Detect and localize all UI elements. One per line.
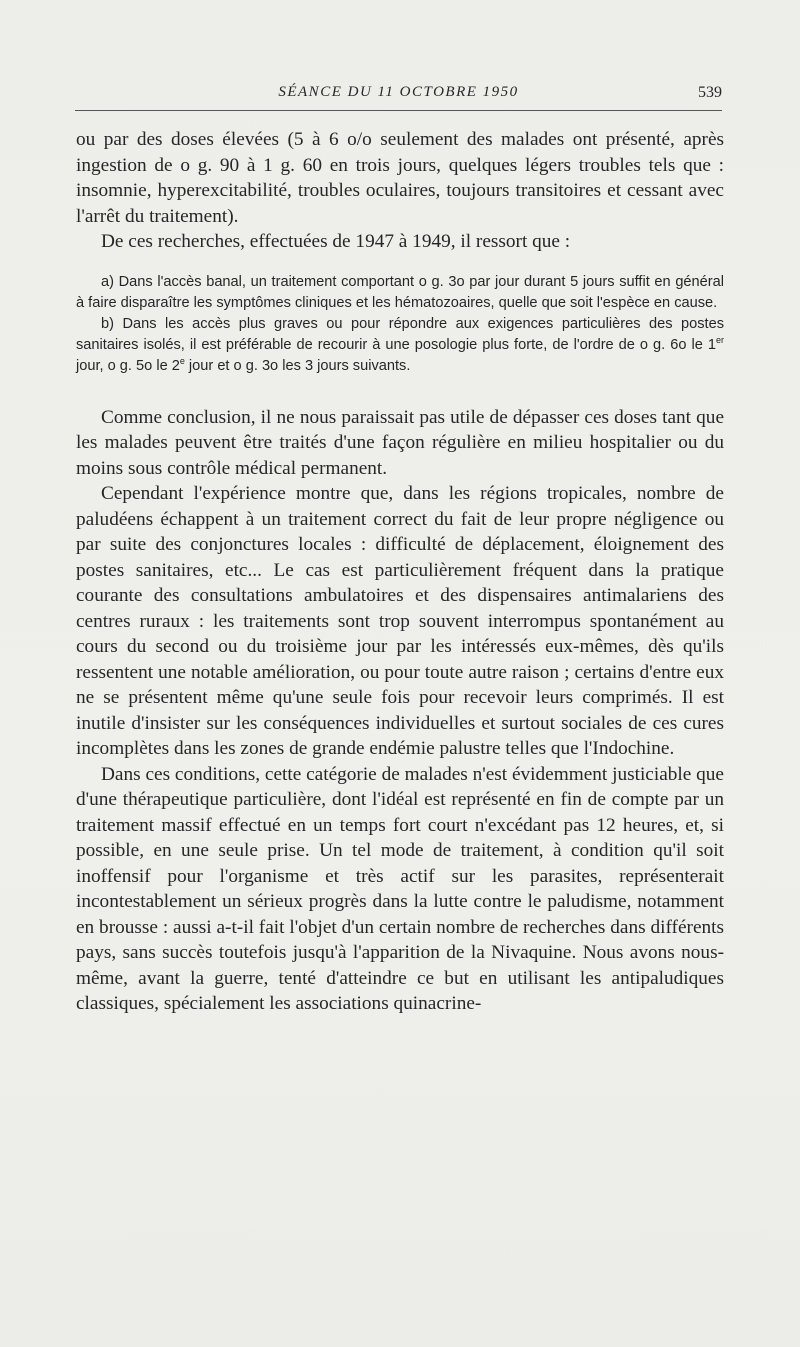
recommendation-b [76,314,724,377]
paragraph-conditions: Dans ces conditions, cette catégorie de malades n'est évidemment justiciable que d'une thérapeutique particulière, dont l'idéal est représenté en fin de compte par un traitement massif effectué en un temps fort court n'excédant pas 12 heures, et, si possible, en une seule prise. Un tel mode de traitement, à condition qu'il soit inoffensif pour l'organisme et très actif sur les parasites, représenterait incontestablement un sérieux progrès dans la lutte contre le paludisme, notamment en brousse : aussi a-t-il fait l'objet d'un certain nombre de recherches dans différents pays, sans succès toutefois jusqu'à l'apparition de la Nivaquine. Nous avons nous-même, avant la guerre, tenté d'atteindre ce but en utilisant les antipaludiques classiques, spécialement les associations quinacrine- [76,763,724,1014]
superscript-second: e [179,355,185,366]
dosage-recommendations [76,272,724,377]
paragraph-conclusion: Comme conclusion, il ne nous paraissait pas utile de dépasser ces doses tant que les malades peuvent être traités d'une façon régulière en milieu hospitalier ou du moins sous contrôle médical permanent. [76,406,724,479]
page-header [75,80,722,111]
paragraph-summary-intro: De ces recherches, effectuées de 1947 à 1949, il ressort que : [101,231,571,252]
recommendation-a: a) Dans l'accès banal, un traitement comportant o g. 3o par jour durant 5 jours suffit en général à faire disparaître les symptômes cliniques et les hématozoaires, quelle que soit l'espèce en cause. [76,273,724,311]
recommendation-b-part-1: b) Dans les accès plus graves ou pour répondre aux exigences particulières des postes sanitaires isolés, il est préférable de recourir à une posologie plus forte, de l'ordre de o g. 6o le 1 [76,315,724,353]
superscript-first: er [715,334,724,345]
running-title: SÉANCE DU 11 OCTOBRE 1950 [278,84,519,100]
section-gap [76,377,724,405]
paragraph-experience: Cependant l'expérience montre que, dans les régions tropicales, nombre de paludéens échappent à un traitement correct du fait de leur propre négligence ou par suite des conjonctures locales : difficulté de déplacement, éloignement des postes sanitaires, etc... Le cas est particulièrement fréquent dans la pratique courante des consultations ambulatoires et des dispensaires antimalariens des centres ruraux : les traitements sont trop souvent interrompus spontanément au cours du second ou du troisième jour par les intéressés eux-mêmes, dès qu'ils ressentent une notable amélioration, ou pour toute autre raison ; certains d'entre eux ne se présentent même qu'une seule fois pour recevoir leurs comprimés. Il est inutile d'insister sur les conséquences individuelles et surtout sociales de ces cures incomplètes dans les zones de grande endémie palustre telles que l'Indochine. [76,483,724,759]
body-text [76,127,724,1017]
page-number: 539 [698,84,722,101]
recommendation-b-part-3: jour et o g. 3o les 3 jours suivants. [184,357,411,374]
paragraph-continuation: ou par des doses élevées (5 à 6 o/o seulement des malades ont présenté, après ingestion de o g. 90 à 1 g. 60 en trois jours, quelques légers troubles tels que : insomnie, hyperexcitabilité, troubles oculaires, toujours transitoires et cessant avec l'arrêt du traitement). [76,129,724,227]
recommendation-b-part-2: jour, o g. 5o le 2 [76,357,180,374]
